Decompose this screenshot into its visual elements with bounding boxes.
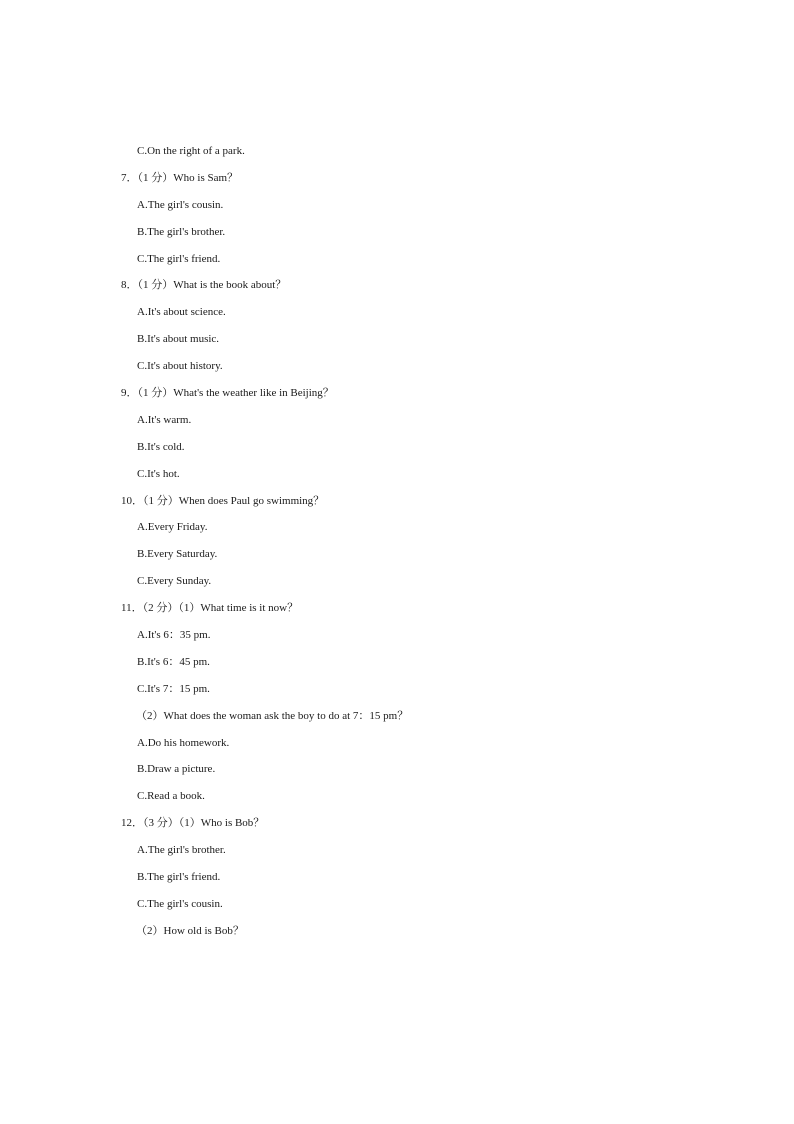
option-line: B.It's cold.: [137, 440, 185, 453]
option-line: C.It's hot.: [137, 467, 180, 480]
question-line: 12．（3 分）（1）Who is Bob？: [121, 817, 265, 830]
option-line: A.It's warm.: [137, 413, 192, 426]
option-line: C.It's about history.: [137, 360, 223, 373]
option-line: A.The girl's cousin.: [137, 198, 224, 211]
question-line: 7．（1 分）Who is Sam？: [121, 171, 239, 184]
option-line: B.It's about music.: [137, 333, 220, 346]
option-line: A.The girl's brother.: [137, 844, 226, 857]
question-list: [0, 145, 794, 952]
option-line: B.Every Saturday.: [137, 548, 218, 561]
option-line: C.The girl's friend.: [137, 252, 221, 265]
question-line: 8．（1 分）What is the book about？: [121, 279, 287, 292]
sub-question-line: （2）How old is Bob？: [136, 924, 244, 937]
option-line: B.The girl's brother.: [137, 225, 226, 238]
question-line: 11．（2 分）（1）What time is it now？: [121, 602, 299, 615]
question-line: 10．（1 分）When does Paul go swimming？: [121, 494, 325, 507]
sub-question-line: （2）What does the woman ask the boy to do at 7：15 pm？: [136, 709, 409, 722]
option-line: C.Read a book.: [137, 790, 205, 803]
question-line: 9．（1 分）What's the weather like in Beijing？: [121, 387, 334, 400]
option-line: C.Every Sunday.: [137, 575, 212, 588]
option-line: C.On the right of a park.: [137, 145, 245, 157]
option-line: B.Draw a picture.: [137, 763, 216, 776]
option-line: C.The girl's cousin.: [137, 897, 223, 910]
option-line: B.It's 6：45 pm.: [137, 655, 210, 668]
option-line: A.It's about science.: [137, 306, 226, 319]
option-line: A.It's 6：35 pm.: [137, 629, 211, 642]
option-line: C.It's 7：15 pm.: [137, 682, 210, 695]
option-line: B.The girl's friend.: [137, 871, 221, 884]
option-line: A.Do his homework.: [137, 736, 230, 749]
option-line: A.Every Friday.: [137, 521, 208, 534]
